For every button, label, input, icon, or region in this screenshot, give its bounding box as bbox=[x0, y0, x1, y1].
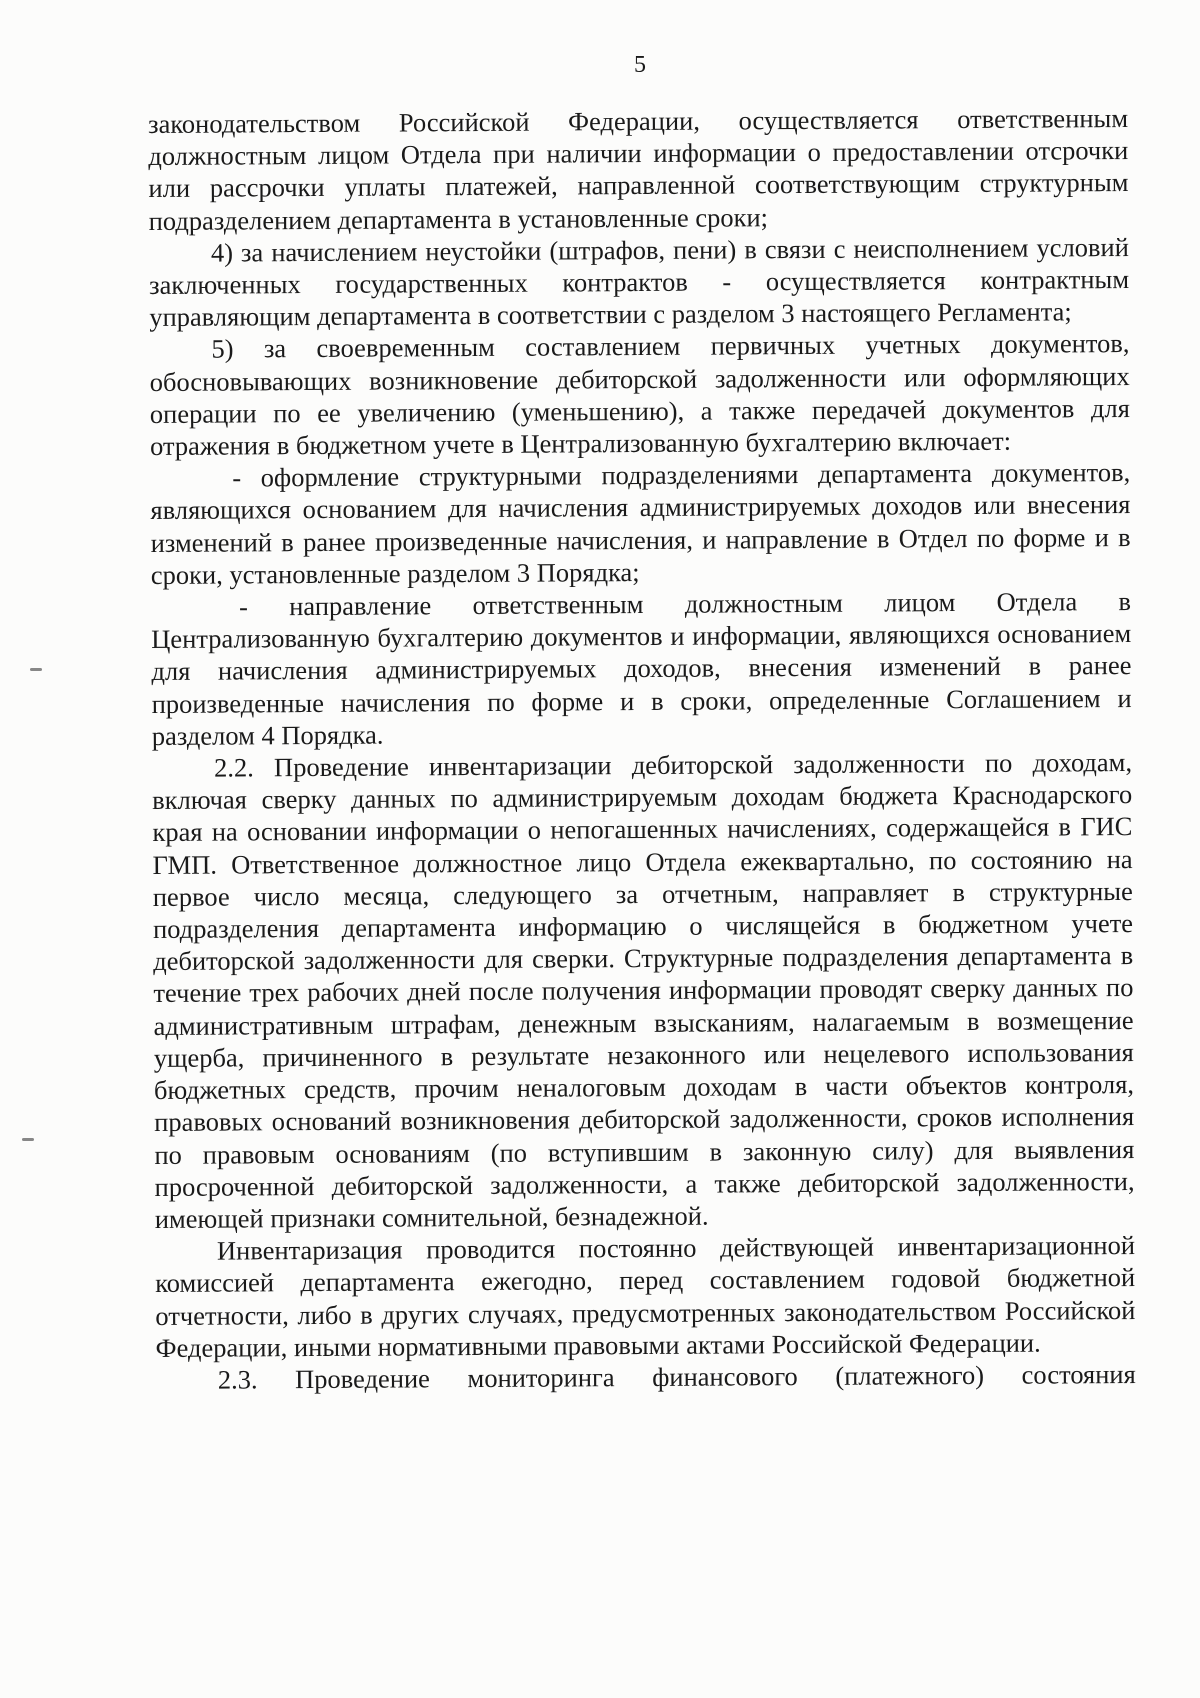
paragraph-item-4: 4) за начислением неустойки (штрафов, пени) в связи с неисполнением условий заключенных государственных контрактов - осуществляется контрактным управляющим департамента в соответствии с разделом 3 настоящего Регламента; bbox=[148, 231, 1130, 333]
scan-mark bbox=[30, 668, 42, 671]
paragraph-section-2-3: 2.3. Проведение мониторинга финансового (платежного) состояния bbox=[217, 1358, 1136, 1395]
paragraph-inventory: Инвентаризация проводится постоянно действующей инвентаризационной комиссией департамента ежегодно, перед составлением годовой бюджетной отчетности, либо в других случаях, предусмотренных законодательством Российской Федерации, иными нормативными правовыми актами Российской Федерации. bbox=[155, 1230, 1136, 1363]
paragraph-continuation: законодательством Российской Федерации, осуществляется ответственным должностным лицом Отдела при наличии информации о предоставлении отсрочки или рассрочки уплаты платежей, направленной соответствующим структурным подразделением департамента в установленные сроки; bbox=[148, 103, 1129, 236]
paragraph-dash-2: - направление ответственным должностным лицом Отдела в Централизованную бухгалтерию документов и информации, являющихся основанием для начисления администрируемых доходов, внесения изменений в ранее произведенные начисления по форме и в сроки, определенные Соглашением и разделом 4 Порядка. bbox=[151, 586, 1132, 751]
page-number: 5 bbox=[634, 52, 646, 78]
paragraph-dash-1: - оформление структурными подразделениями департамента документов, являющихся основанием для начисления администрируемых доходов или внесения изменений в ранее произведенные начисления, и направление в Отдел по форме и в сроки, установленные разделом 3 Порядка; bbox=[150, 457, 1131, 590]
paragraph-item-5: 5) за своевременным составлением первичных учетных документов, обосновывающих возникновение дебиторской задолженности или оформляющих операции по ее увеличению (уменьшению), а также передачей документов для отражения в бюджетном учете в Централизованную бухгалтерию включает: bbox=[149, 328, 1130, 462]
paragraph-section-2-2: 2.2. Проведение инвентаризации дебиторской задолженности по доходам, включая сверку данных по администрируемым доходам бюджета Краснодарского края на основании информации о непогашенных начислениях, содержащейся в ГИС ГМП. Ответственное должностное лицо Отдела ежеквартально, по состоянию на первое число месяца, следующего за отчетным, направляет в структурные подразделения департамента информацию о числящейся в бюджетном учете дебиторской задолженности для сверки. Структурные подразделения департамента в течение трех рабочих дней после получения информации проводят сверку данных по административным штрафам, денежным взысканиям, налагаемым в возмещение ущерба, причиненного в результате незаконного или нецелевого использования бюджетных средств, прочим неналоговым доходам в части объектов контроля, правовых оснований возникновения дебиторской задолженности, сроков исполнения по правовым основаниям (по вступившим в законную силу) для выявления просроченной дебиторской задолженности, а также дебиторской задолженности, имеющей признаки сомнительной, безнадежной. bbox=[152, 747, 1135, 1234]
document-body bbox=[148, 102, 1136, 1396]
scan-mark bbox=[22, 1138, 34, 1141]
